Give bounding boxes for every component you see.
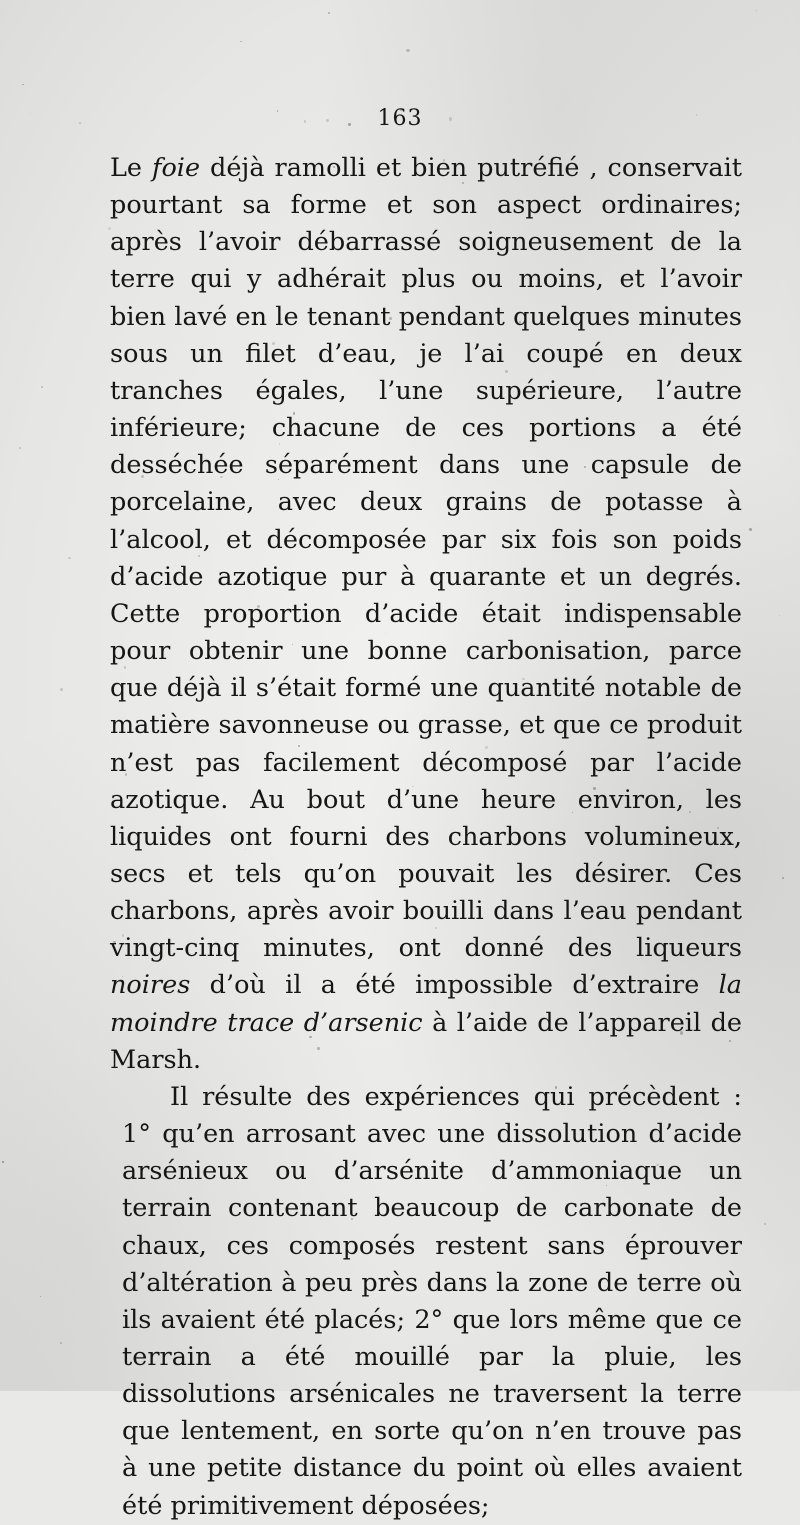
paper-speck [326,940,327,941]
text-segment: à l’aide de l’appareil de Marsh. [110,1007,742,1075]
paper-speck [462,182,464,184]
paper-speck [348,123,350,125]
page-number: 163 [377,106,423,131]
paragraph-2 [110,1079,742,1525]
paper-speck [389,317,392,320]
paper-speck [530,1326,532,1328]
paper-speck [278,479,279,480]
text-segment: déjà ramolli et bien putréfié , conservait pourtant sa forme et son aspect ordinaires; après l’avoir débarrassé soigneusement de la terre qui y adhérait plus ou moins, et l’avoir bien lavé en le tenant pendant quelques minutes sous un filet d’eau, je l’ai coupé en deux tranches égales, l’une supérieure, l’autre inférieure; chacune de ces portions a été desséchée séparément dans une capsule de porcelaine, avec deux grains de potasse à l’alcool, et décomposée par six fois son poids d’acide azotique pur à quarante et un degrés. Cette proportion d’acide était indispensable pour obtenir une bonne carbonisation, parce que déjà il s’était formé une quantité notable de matière savonneuse ou grasse, et que ce produit n’est pas facilement décomposé par l’acide azotique. Au bout d’une heure environ, les liquides ont fourni des charbons volumineux, secs et tels qu’on pouvait les désirer. Ces charbons, après avoir bouilli dans l’eau pendant vingt-cinq minutes, ont donné des liqueurs [110,153,742,964]
paper-speck [756,10,758,12]
paper-speck [317,1047,320,1050]
paper-speck [304,120,307,123]
paper-speck [443,159,445,161]
paper-speck [782,877,784,879]
text-segment: Le [110,153,152,183]
paper-speck [122,976,123,977]
paper-speck [108,227,111,230]
text-segment: Il résulte des expériences qui précèdent : 1° qu’en arrosant avec une dissolution d’acide arsénieux ou d’arsénite d’ammoniaque un terrain contenant beaucoup de carbonate de chaux, ces composés restent sans éprouver d’altération à peu près dans la zone de terre où ils avaient été placés; 2° que lors même que ce terrain a été mouillé par la pluie, les dissolutions arsénicales ne traversent la terre que lentement, en sorte qu’on n’en trouve pas à une petite distance du point où elles avaient été primitivement déposées; [122,1081,742,1521]
paper-speck [587,728,590,731]
paper-speck [687,317,690,320]
paper-speck [141,475,144,478]
paper-speck [749,528,752,531]
paper-speck [505,370,508,373]
paper-speck [113,941,115,943]
paper-speck [240,41,241,42]
paper-speck [2,1161,3,1162]
paper-speck [60,688,63,691]
paper-speck [60,1342,62,1344]
paper-speck [682,609,684,611]
paper-speck [449,117,452,120]
text-segment: d’où il a été impossible d’extraire [190,970,719,1001]
paper-speck [779,615,780,616]
paper-speck [400,108,402,110]
paper-speck [328,12,330,14]
paper-speck [519,321,520,322]
paper-speck [764,1223,766,1225]
paragraph-1 [110,150,742,1079]
paper-speck [22,84,24,86]
italic-segment-foie: foie [152,153,201,183]
paper-speck [124,666,126,668]
paper-speck [325,393,327,395]
paper-speck [351,1218,353,1220]
paper-speck [41,386,43,388]
paper-speck [406,49,409,52]
paper-speck [717,827,719,829]
paper-speck [680,1031,683,1034]
paper-speck [481,460,484,463]
italic-segment-moindre-trace: la moindre trace d’arsenic [110,970,742,1038]
paper-speck [576,1174,577,1175]
italic-segment-noires: noires [110,970,191,1001]
body-text [110,150,742,1525]
paper-speck [326,119,329,122]
paper-speck [187,1025,189,1027]
paper-speck [19,447,21,449]
paper-speck [627,1237,628,1238]
paper-speck [40,1296,41,1297]
paper-speck [656,1164,658,1166]
paper-speck [385,633,386,634]
paper-speck [177,622,178,623]
paper-speck [68,557,71,560]
